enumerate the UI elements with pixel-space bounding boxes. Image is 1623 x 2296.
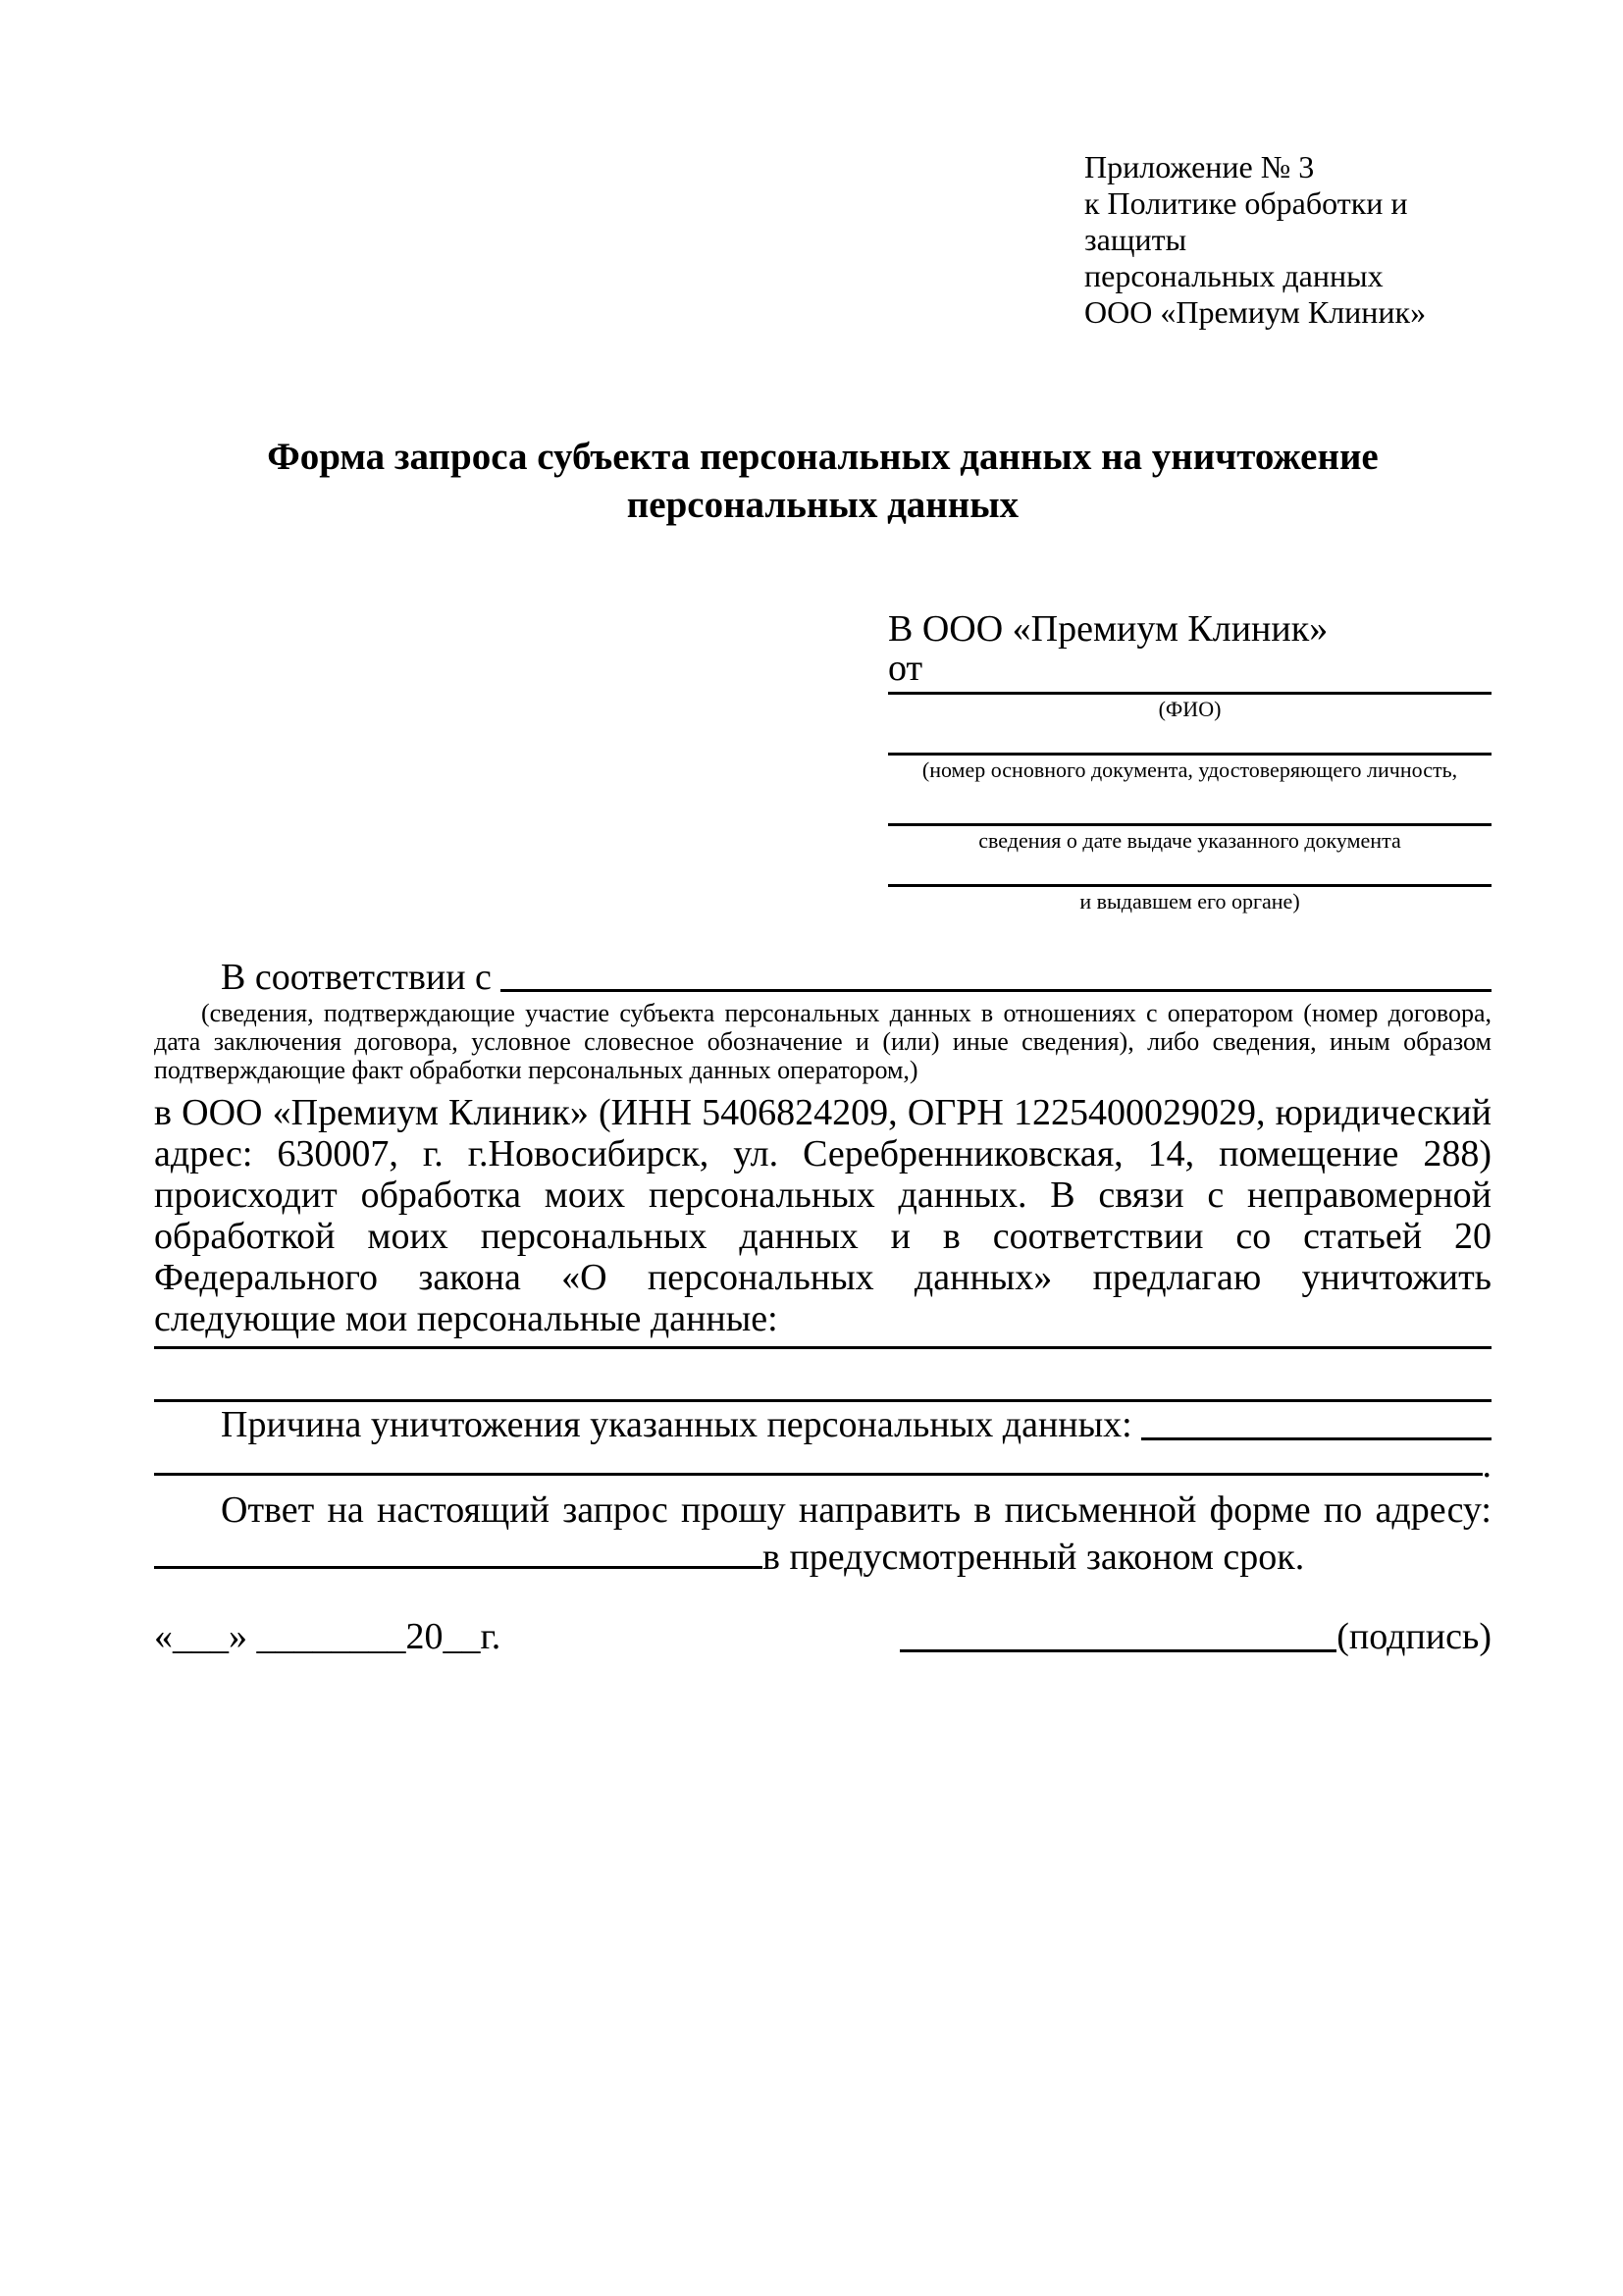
accordance-lead: В соответствии с — [221, 957, 501, 998]
issuing-authority-blank-line — [888, 856, 1492, 887]
annex-line: к Политике обработки и защиты — [1084, 185, 1408, 257]
form-title: Форма запроса субъекта персональных данных на уничтожение персональных данных — [267, 436, 1379, 526]
body-paragraph: в ООО «Премиум Клиник» (ИНН 5406824209, ОГРН 1225400029029, юридический адрес: 630007, г. г.Новосибирск, ул. Серебренниковская, 14, помещение 288) происходит обработка моих персональных данных. В связи с неправомерной обработкой моих персональных данных и в соответствии со статьей 20 Федерального закона «О персональных данных» предлагаю уничтожить следующие мои персональные данные: — [154, 1092, 1492, 1339]
address-line — [154, 1534, 1492, 1581]
answer-request-line: Ответ на настоящий запрос прошу направить в письменной форме по адресу: — [221, 1489, 1492, 1531]
reason-label: Причина уничтожения указанных персональных данных: — [221, 1404, 1142, 1445]
accordance-note: (сведения, подтверждающие участие субъекта персональных данных в отношениях с оператором (номер договора, дата заключения договора, условное словесное обозначение и (или) иные сведения), либо сведения, иным образом подтверждающие факт обработки персональных данных оператором,) — [154, 999, 1492, 1084]
signature-caption: (подпись) — [1336, 1616, 1492, 1657]
data-blank-line-1 — [154, 1339, 1492, 1349]
data-blank-line-2 — [154, 1349, 1492, 1402]
reason-continuation-blank — [154, 1473, 1483, 1476]
fio-blank-line — [888, 685, 1492, 695]
signature-group — [900, 1614, 1492, 1659]
footer-row — [154, 1614, 1492, 1659]
reason-line-period: . — [1482, 1444, 1492, 1486]
date-field: «___» ________20__г. — [154, 1616, 501, 1657]
annex-line: ООО «Премиум Клиник» — [1084, 294, 1427, 330]
accordance-blank-line — [500, 989, 1492, 992]
issue-date-blank-line — [888, 785, 1492, 826]
answer-tail: в предусмотренный законом срок. — [762, 1537, 1305, 1578]
accordance-line — [154, 956, 1492, 999]
signature-blank-line — [900, 1649, 1336, 1652]
document-number-blank-line — [888, 724, 1492, 756]
issuing-authority-caption: и выдавшем его органе) — [1079, 889, 1300, 913]
addressee-from-label: от — [888, 648, 923, 689]
reason-continuation-line — [154, 1444, 1492, 1486]
reason-line — [154, 1402, 1492, 1447]
reason-blank-line — [1141, 1437, 1492, 1440]
document-number-caption: (номер основного документа, удостоверяющего личность, — [921, 757, 1458, 782]
addressee-to: В ООО «Премиум Клиник» — [888, 608, 1329, 650]
annex-line: персональных данных — [1084, 258, 1384, 293]
annex-line: Приложение № 3 — [1084, 149, 1315, 184]
address-blank-line — [154, 1566, 762, 1569]
annex-header — [1084, 149, 1492, 331]
addressee-block — [888, 607, 1492, 916]
fio-caption: (ФИО) — [1158, 697, 1222, 721]
issue-date-caption: сведения о дате выдаче указанного документа — [978, 828, 1401, 853]
